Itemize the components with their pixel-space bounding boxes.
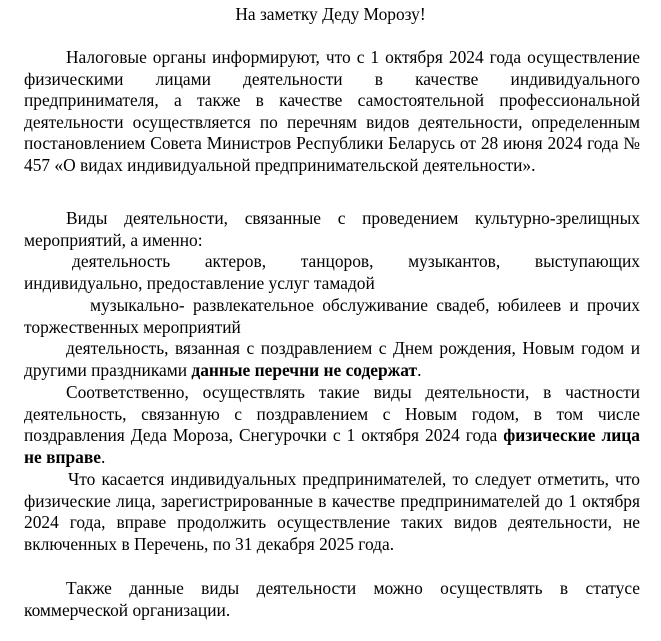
paragraph-consequently-end: . [100,446,106,467]
paragraph-consequently [24,382,640,468]
document-title: На заметку Деду Морозу! [235,4,426,24]
paragraph-tax-info: Налоговые органы информируют, что с 1 октября 2024 года осуществление физическими лицами деятельности в качестве индивидуального предпринимателя, а также в качестве самостоятельной профессиональной деятельности осуществляется по перечням видов деятельности, определенным постановлением Совета Министров Республики Беларусь от 28 июня 2024 года № 457 «О видах индивидуальной предпринимательской деятельности». [24,47,640,175]
paragraph-greetings-text: деятельность, вязанная с поздравлением с Днем рождения, Новым годом и другими праздниками [24,338,640,380]
paragraph-actors: деятельность актеров, танцоров, музыкантов, выступающих индивидуально, предоставление услуг тамадой [24,251,640,293]
paragraph-activity-types: Виды деятельности, связанные с проведением культурно-зрелищных мероприятий, а именно: [24,208,640,250]
paragraph-greetings-end: . [417,359,422,380]
paragraph-greetings-bold: данные перечни не содержат [191,359,418,380]
paragraph-commercial-org: Также данные виды деятельности можно осуществлять в статусе коммерческой организации. [24,578,640,620]
paragraph-consequently-bold: физические лица не вправе [24,425,640,467]
paragraph-consequently-text: Соответственно, осуществлять такие виды деятельности, в частности деятельность, связанную с поздравлением с Новым годом, в том числе поздравления Деда Мороза, Снегурочки с 1 октября 2024 года [24,382,640,446]
paragraph-entrepreneurs: Что касается индивидуальных предпринимателей, то следует отметить, что физические лица, зарегистрированные в качестве предпринимателей до 1 октября 2024 года, вправе продолжить осуществление таких видов деятельности, не включенных в Перечень, по 31 декабря 2025 года. [24,469,640,554]
paragraph-greetings [24,338,640,381]
paragraph-music-entertainment: музыкально- развлекательное обслуживание свадеб, юбилеев и прочих торжественных мероприятий [24,295,640,337]
